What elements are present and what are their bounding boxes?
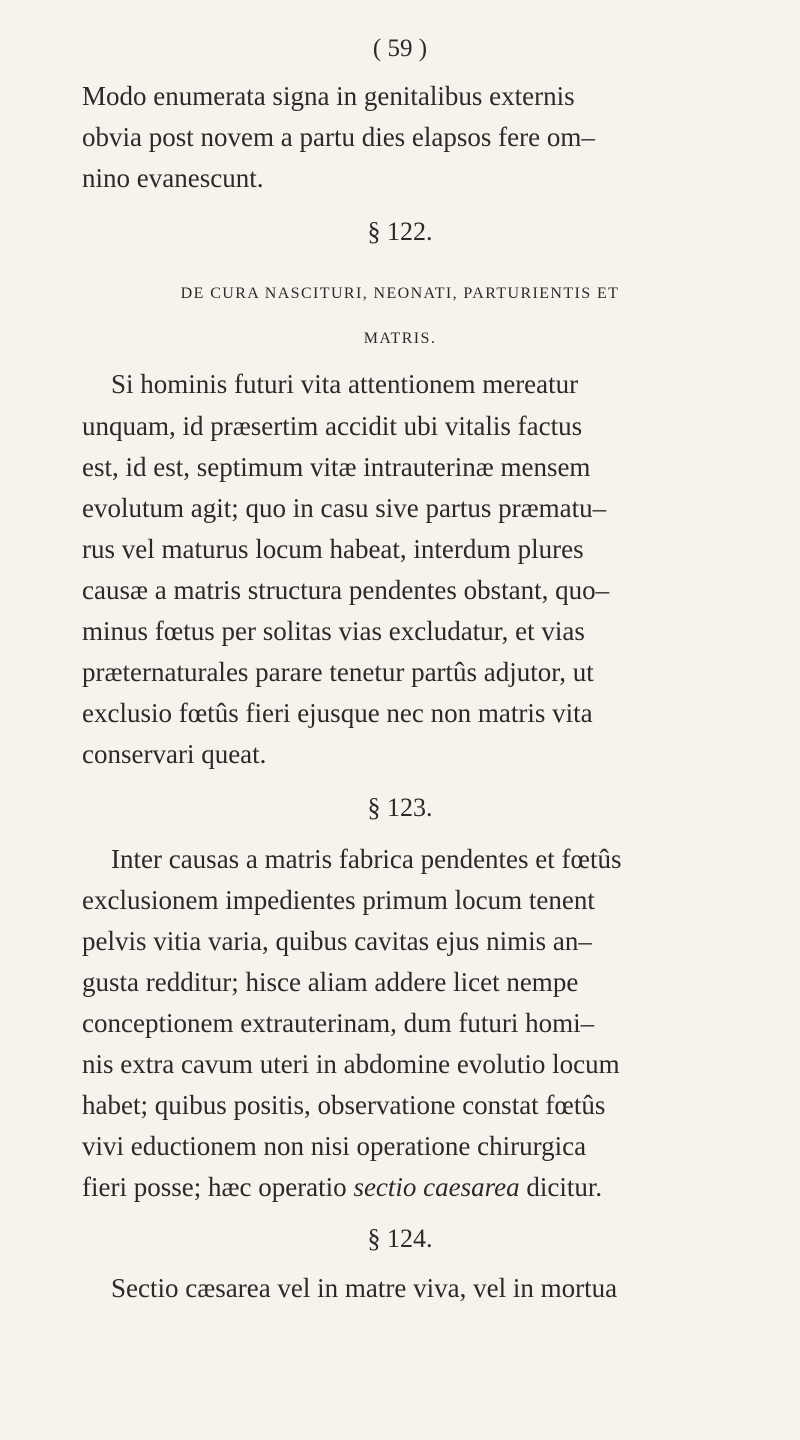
paragraph-line: obvia post novem a partu dies elapsos fere om– [82, 122, 595, 152]
paragraph-line: unquam, id præsertim accidit ubi vitalis factus [82, 411, 583, 441]
line-text: fieri posse; hæc operatio [82, 1172, 347, 1202]
section-heading: DE CURA NASCITURI, NEONATI, PARTURIENTIS ET [180, 285, 620, 302]
paragraph-line: conservari queat. [82, 739, 267, 769]
paragraph-line: vivi eductionem non nisi operatione chirurgica [82, 1131, 587, 1161]
paragraph-line: præternaturales parare tenetur partûs adjutor, ut [82, 657, 594, 687]
paragraph-line: Si hominis futuri vita attentionem mereatur [111, 369, 579, 399]
paragraph-line: exclusionem impedientes primum locum tenent [82, 885, 595, 915]
paragraph-line: minus fœtus per solitas vias excludatur, et vias [82, 616, 585, 646]
paragraph-line: exclusio fœtûs fieri ejusque nec non matris vita [82, 698, 593, 728]
paragraph-line: causæ a matris structura pendentes obstant, quo– [82, 575, 610, 605]
section-number: § 123. [367, 793, 433, 822]
page-number: ( 59 ) [372, 35, 428, 62]
italic-term: sectio caesarea [353, 1172, 520, 1202]
paragraph-line: Modo enumerata signa in genitalibus externis [82, 81, 575, 111]
paragraph-line: habet; quibus positis, observatione constat fœtûs [82, 1090, 606, 1120]
paragraph-line: pelvis vitia varia, quibus cavitas ejus nimis an– [82, 926, 592, 956]
section-heading: MATRIS. [363, 330, 437, 347]
paragraph-line: Inter causas a matris fabrica pendentes et fœtûs [111, 844, 622, 874]
paragraph-line: gusta redditur; hisce aliam addere licet nempe [82, 967, 579, 997]
paragraph-line [82, 1174, 602, 1201]
section-number: § 124. [367, 1224, 433, 1253]
section-number: § 122. [367, 217, 433, 246]
line-text: dicitur. [526, 1172, 603, 1202]
paragraph-line: Sectio cæsarea vel in matre viva, vel in mortua [111, 1273, 618, 1303]
paragraph-line: evolutum agit; quo in casu sive partus præmatu– [82, 493, 607, 523]
paragraph-line: rus vel maturus locum habeat, interdum plures [82, 534, 584, 564]
paragraph-line: nino evanescunt. [82, 163, 264, 193]
paragraph-line: nis extra cavum uteri in abdomine evolutio locum [82, 1049, 620, 1079]
paragraph-line: est, id est, septimum vitæ intrauterinæ mensem [82, 452, 591, 482]
paragraph-line: conceptionem extrauterinam, dum futuri homi– [82, 1008, 595, 1038]
